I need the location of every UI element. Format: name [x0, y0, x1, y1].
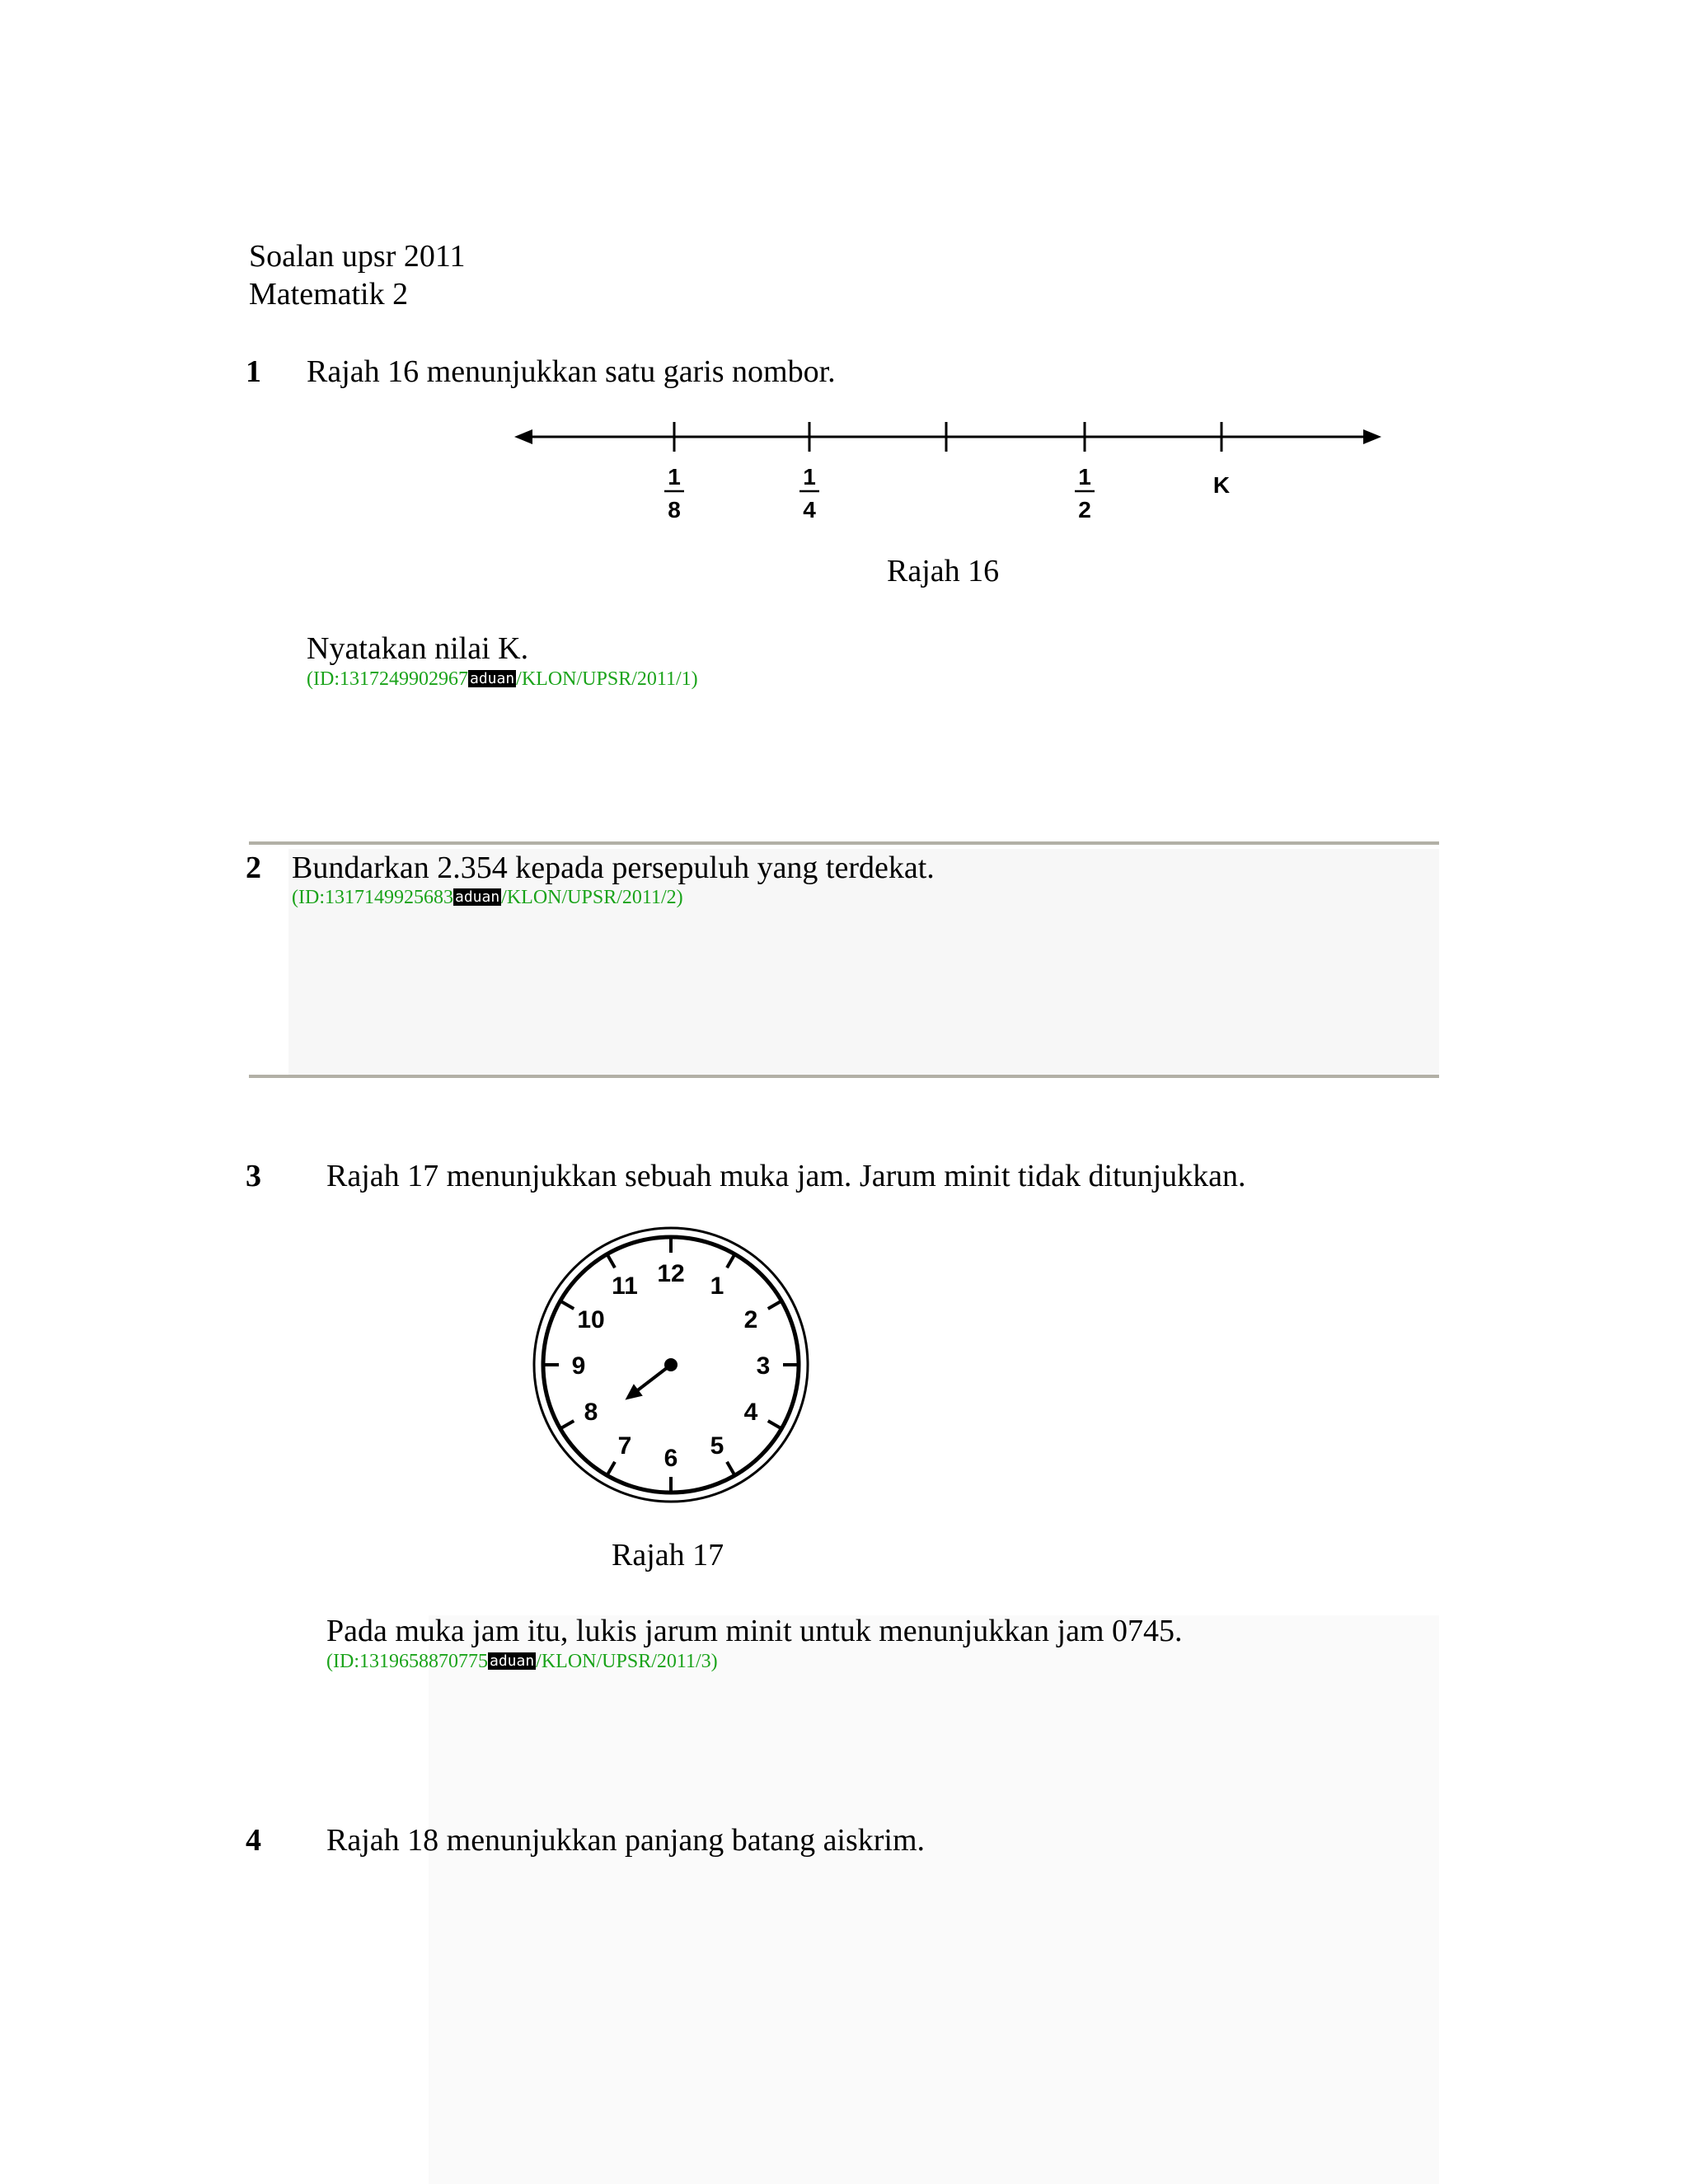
q3-ref-path: /KLON/UPSR/2011/3) — [536, 1651, 718, 1672]
clock-face — [531, 1225, 811, 1505]
header-line-2: Matematik 2 — [249, 277, 409, 312]
q4-text: Rajah 18 menunjukkan panjang batang aiskrim. — [326, 1823, 926, 1858]
q2-ref-path: /KLON/UPSR/2011/2) — [501, 887, 683, 908]
label-1-2 — [1075, 464, 1095, 523]
q1-prompt: Nyatakan nilai K. — [307, 631, 529, 666]
q2-aduan-link[interactable]: aduan — [454, 888, 500, 906]
clock-numeral-2: 2 — [743, 1306, 758, 1333]
clock-numeral-3: 3 — [756, 1352, 771, 1380]
label-k: K — [1212, 472, 1231, 498]
q3-prompt: Pada muka jam itu, lukis jarum minit untuk menunjukkan jam 0745. — [326, 1614, 1183, 1648]
q2-reference — [292, 886, 683, 909]
q4-number: 4 — [246, 1823, 261, 1858]
q2-text: Bundarkan 2.354 kepada persepuluh yang terdekat. — [292, 851, 935, 885]
q1-aduan-link[interactable]: aduan — [469, 670, 515, 687]
q3-shaded-area — [429, 1615, 1439, 2184]
clock-numeral-11: 11 — [612, 1272, 638, 1301]
q3-caption: Rajah 17 — [612, 1538, 724, 1572]
number-line-left-arrow — [514, 429, 532, 444]
clock-numeral-7: 7 — [617, 1432, 632, 1460]
clock-numeral-10: 10 — [577, 1306, 605, 1333]
number-line-right-arrow — [1363, 429, 1381, 444]
q2-bottom-divider — [249, 1075, 1439, 1078]
q1-number: 1 — [246, 354, 261, 389]
clock-center-pin — [664, 1358, 678, 1371]
label-1-2-denominator: 2 — [1078, 497, 1091, 523]
q1-ref-id: (ID:1317249902967 — [307, 668, 468, 690]
q1-reference — [307, 668, 698, 691]
clock-numeral-8: 8 — [584, 1399, 598, 1426]
label-1-2-numerator: 1 — [1078, 464, 1091, 490]
q3-ref-id: (ID:1319658870775 — [326, 1651, 488, 1672]
label-1-4-denominator: 4 — [803, 497, 816, 523]
label-1-8-denominator: 8 — [668, 497, 681, 523]
clock-numeral-1: 1 — [710, 1272, 724, 1301]
q2-ref-id: (ID:1317149925683 — [292, 887, 453, 908]
clock-numeral-4: 4 — [743, 1399, 758, 1426]
q3-aduan-link[interactable]: aduan — [489, 1652, 535, 1670]
label-1-8-numerator: 1 — [668, 464, 681, 490]
clock-numeral-9: 9 — [571, 1352, 586, 1380]
label-1-8 — [664, 464, 684, 523]
q3-number: 3 — [246, 1159, 261, 1193]
q2-top-divider — [249, 841, 1439, 845]
q3-reference — [326, 1650, 718, 1673]
clock-numeral-6: 6 — [663, 1445, 678, 1472]
clock-numeral-12: 12 — [657, 1260, 685, 1287]
q1-ref-path: /KLON/UPSR/2011/1) — [516, 668, 698, 690]
q1-text: Rajah 16 menunjukkan satu garis nombor. — [307, 354, 836, 389]
number-line — [495, 412, 1401, 527]
label-1-4 — [799, 464, 819, 523]
q2-number: 2 — [246, 851, 261, 885]
clock-numeral-5: 5 — [710, 1432, 724, 1460]
q3-text: Rajah 17 menunjukkan sebuah muka jam. Jarum minit tidak ditunjukkan. — [326, 1159, 1246, 1193]
q1-caption: Rajah 16 — [887, 554, 1000, 588]
label-1-4-numerator: 1 — [803, 464, 816, 490]
header-line-1: Soalan upsr 2011 — [249, 239, 466, 274]
